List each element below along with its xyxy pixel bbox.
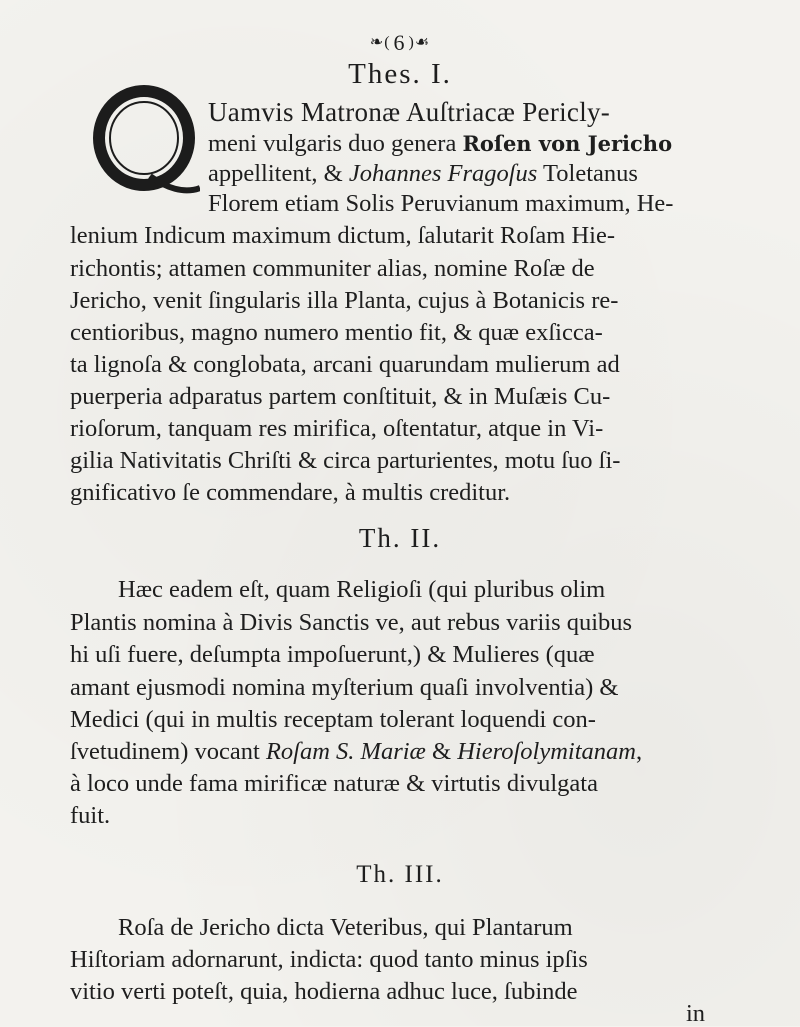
running-head — [0, 30, 800, 56]
thesis-3-heading: Th. III. — [356, 861, 444, 888]
th2-line-2: Plantis nomina à Divis Sanctis ve, aut rebus variis quibus — [70, 609, 633, 636]
th1-line-5: lenium Indicum maximum dictum, ſalutarit Roſam Hie- — [70, 222, 616, 249]
th2-line-8: fuit. — [70, 802, 111, 829]
th2-line-6-text: ſvetudinem) vocant — [70, 738, 266, 765]
th3-line-3: vitio verti poteſt, quia, hodierna adhuc luce, ſubinde — [70, 978, 578, 1005]
th3-line-1: Roſa de Jericho dicta Veteribus, qui Plantarum — [118, 914, 573, 941]
drop-cap-q — [88, 84, 200, 196]
name-hierosolymitanam: Hieroſolymitanam — [457, 738, 636, 765]
th2-line-3: hi uſi fuere, deſumpta impoſuerunt,) & Mulieres (quæ — [70, 641, 595, 668]
th1-line-6: richontis; attamen communiter alias, nomine Roſæ de — [70, 255, 595, 282]
th2-line-6 — [70, 740, 642, 765]
author-johannes-fragosus: Johannes Fragoſus — [348, 160, 538, 187]
left-ornament: ❧( — [369, 34, 391, 51]
th1-line-7: Jericho, venit ſingularis illa Planta, cujus à Botanicis re- — [70, 287, 619, 314]
th1-line-3-tail: Toletanus — [537, 160, 638, 187]
th1-line-13: gnificativo ſe commendare, à multis creditur. — [70, 479, 511, 506]
th2-line-1: Hæc eadem eſt, quam Religioſi (qui pluribus olim — [118, 576, 606, 603]
th1-line-2 — [208, 132, 672, 157]
th1-line-3 — [208, 162, 638, 187]
th2-line-4: amant ejusmodi nomina myſterium quaſi involventia) & — [70, 674, 619, 701]
catchword: in — [686, 1000, 706, 1027]
th1-line-4: Florem etiam Solis Peruvianum maximum, He- — [208, 190, 674, 217]
page-number: 6 — [393, 30, 406, 55]
th2-line-6-and: & — [425, 738, 458, 765]
fraktur-rosen-von-jericho: Roſen von Jericho — [462, 131, 673, 156]
th1-line-12: gilia Nativitatis Chriſti & circa parturientes, motu ſuo ſi- — [70, 447, 621, 474]
th1-line-2-text: meni vulgaris duo genera — [208, 130, 457, 157]
th1-line-10: puerperia adparatus partem conſtituit, & in Muſæis Cu- — [70, 383, 611, 410]
th1-line-1: Uamvis Matronæ Auſtriacæ Pericly- — [208, 97, 611, 127]
th2-line-6-comma: , — [635, 738, 643, 765]
right-ornament: )☙ — [408, 34, 431, 51]
th3-line-2: Hiſtoriam adornarunt, indicta: quod tanto minus ipſis — [70, 946, 588, 973]
th1-line-11: rioſorum, tanquam res mirifica, oſtentatur, atque in Vi- — [70, 415, 604, 442]
th2-line-7: à loco unde fama mirificæ naturæ & virtutis divulgata — [70, 770, 598, 797]
th2-line-5: Medici (qui in multis receptam tolerant loquendi con- — [70, 706, 596, 733]
th1-line-9: ta lignoſa & conglobata, arcani quarundam mulierum ad — [70, 351, 620, 378]
name-rosam-s-mariae: Roſam S. Mariæ — [265, 738, 426, 765]
thesis-2-heading: Th. II. — [358, 523, 442, 553]
th1-line-8: centioribus, magno numero mentio fit, & quæ exſicca- — [70, 319, 603, 346]
th1-line-3-text: appellitent, & — [208, 160, 349, 187]
thesis-1-heading: Thes. I. — [348, 58, 452, 90]
